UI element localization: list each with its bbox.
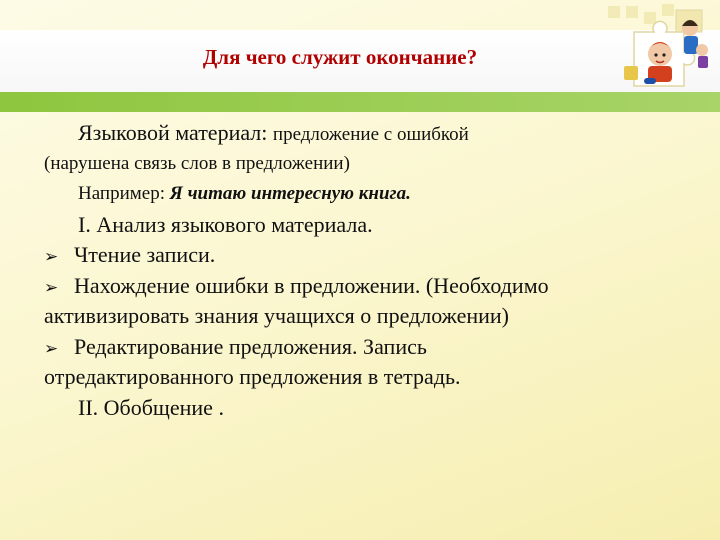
line-note: (нарушена связь слов в предложении) bbox=[44, 152, 350, 174]
arrow-bullet-icon: ➢ bbox=[44, 277, 59, 298]
material-label: Языковой материал: bbox=[78, 120, 273, 145]
bullet-item-editing bbox=[44, 332, 676, 363]
line-example bbox=[44, 179, 676, 210]
bullet-text: Редактирование предложения. Запись bbox=[74, 333, 427, 359]
material-value: предложение с ошибкой bbox=[272, 124, 469, 145]
example-sentence: Я читаю интересную книга. bbox=[169, 183, 411, 204]
bullet-text: Нахождение ошибки в предложении. (Необходимо bbox=[74, 272, 549, 298]
arrow-bullet-icon: ➢ bbox=[44, 247, 59, 267]
slide-body bbox=[44, 118, 676, 423]
example-label: Например: bbox=[78, 183, 170, 204]
bullet-item-reading bbox=[44, 240, 676, 271]
accent-bar bbox=[0, 92, 720, 112]
line-material bbox=[44, 118, 676, 149]
continuation-line: активизировать знания учащихся о предложении) bbox=[44, 303, 509, 328]
line-step-2: II. Обобщение . bbox=[78, 394, 224, 420]
bullet-item-finding bbox=[44, 271, 676, 302]
continuation-line: отредактированного предложения в тетрадь. bbox=[44, 364, 461, 389]
bullet-text: Чтение записи. bbox=[74, 242, 216, 267]
line-step-1: I. Анализ языкового материала. bbox=[78, 211, 373, 237]
arrow-bullet-icon: ➢ bbox=[44, 338, 59, 359]
slide-title: Для чего служит окончание? bbox=[202, 45, 478, 69]
